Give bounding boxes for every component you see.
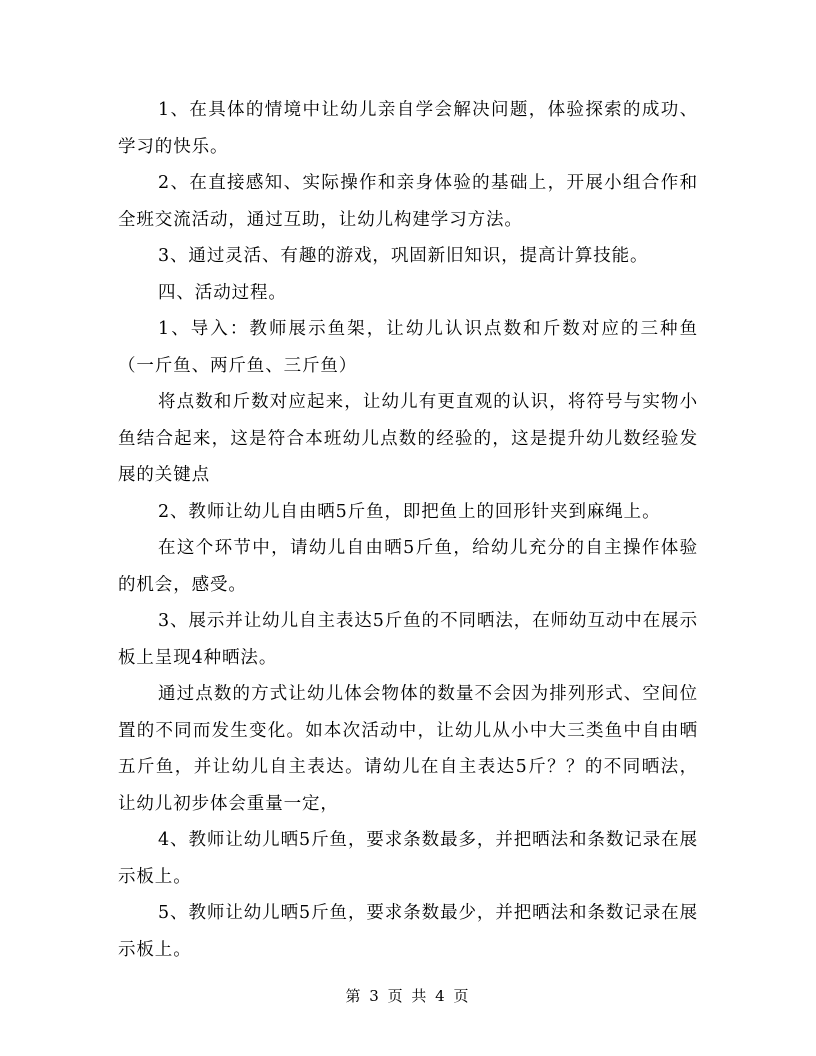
paragraph-step-2-note: 在这个环节中，请幼儿自由晒5斤鱼，给幼儿充分的自主操作体验的机会，感受。 xyxy=(118,538,698,595)
paragraph-goal-3: 3、通过灵活、有趣的游戏，巩固新旧知识，提高计算技能。 xyxy=(158,246,649,266)
paragraph-step-2: 2、教师让幼儿自由晒5斤鱼，即把鱼上的回形针夹到麻绳上。 xyxy=(158,501,661,522)
paragraph-goal-2: 2、在直接感知、实际操作和亲身体验的基础上，开展小组合作和全班交流活动，通过互助，让幼儿构建学习方法。 xyxy=(118,173,698,230)
paragraph-goal-1: 1、在具体的情境中让幼儿亲自学会解决问题，体验探索的成功、学习的快乐。 xyxy=(118,100,698,157)
section-heading-activity-process: 四、活动过程。 xyxy=(158,282,287,303)
paragraph-step-4: 4、教师让幼儿晒5斤鱼，要求条数最多，并把晒法和条数记录在展示板上。 xyxy=(118,830,698,887)
page-footer: 第 3 页 共 4 页 xyxy=(345,987,471,1005)
paragraph-step-5: 5、教师让幼儿晒5斤鱼，要求条数最少，并把晒法和条数记录在展示板上。 xyxy=(118,903,698,960)
paragraph-step-3-note: 通过点数的方式让幼儿体会物体的数量不会因为排列形式、空间位置的不同而发生变化。如本次活动中，让幼儿从小中大三类鱼中自由晒五斤鱼，并让幼儿自主表达。请幼儿在自主表达5斤？？的不同晒法，让幼儿初步体会重量一定， xyxy=(118,684,698,814)
paragraph-step-1: 1、导入：教师展示鱼架，让幼儿认识点数和斤数对应的三种鱼（一斤鱼、两斤鱼、三斤鱼） xyxy=(118,319,698,376)
paragraph-step-3: 3、展示并让幼儿自主表达5斤鱼的不同晒法，在师幼互动中在展示板上呈现4种晒法。 xyxy=(118,611,698,668)
paragraph-step-1-note: 将点数和斤数对应起来，让幼儿有更直观的认识，将符号与实物小鱼结合起来，这是符合本班幼儿点数的经验的，这是提升幼儿数经验发展的关键点 xyxy=(118,392,698,485)
document-body xyxy=(118,92,698,968)
